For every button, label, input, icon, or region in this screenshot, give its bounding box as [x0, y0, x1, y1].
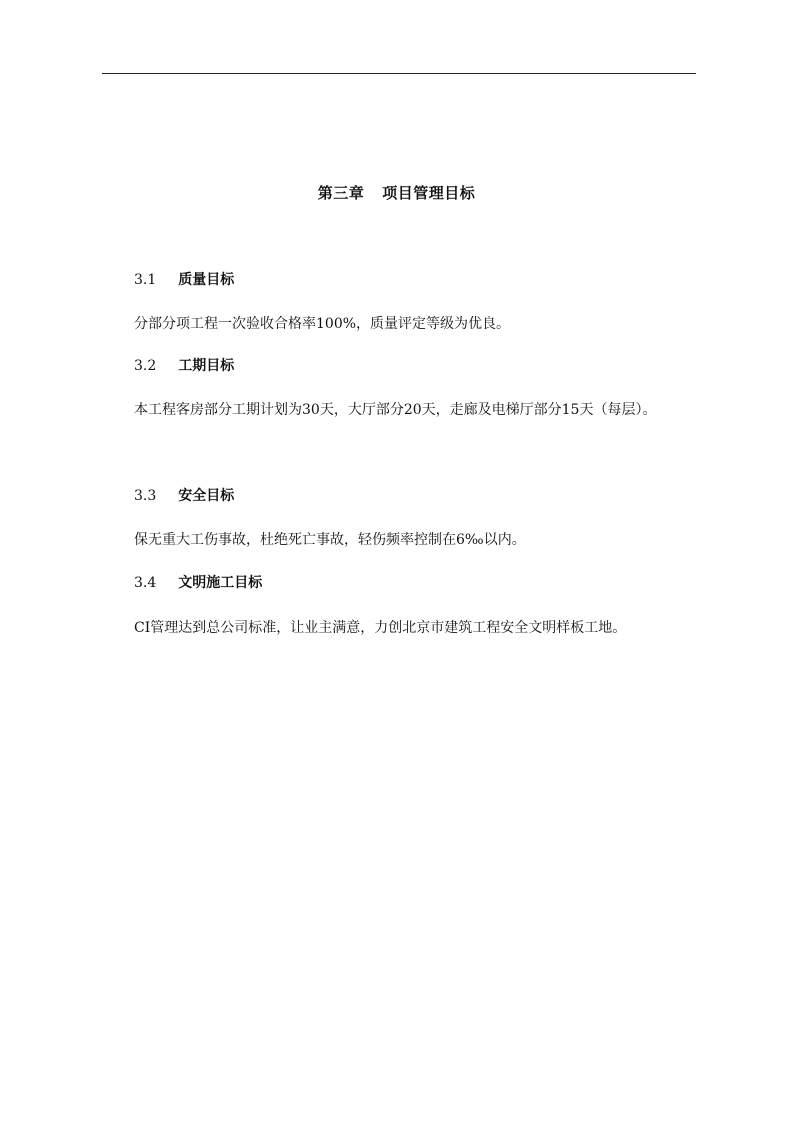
section-body-3-3: 保无重大工伤事故，杜绝死亡事故，轻伤频率控制在6‰以内。 [134, 532, 526, 548]
section-body-3-4: CI管理达到总公司标准，让业主满意，力创北京市建筑工程安全文明样板工地。 [134, 620, 627, 636]
section-number: 3.3 [134, 488, 157, 504]
section-heading-text: 安全目标 [178, 488, 235, 504]
section-body-3-1: 分部分项工程一次验收合格率100%，质量评定等级为优良。 [134, 316, 511, 332]
chapter-number: 第三章 [317, 184, 365, 202]
section-body-3-2: 本工程客房部分工期计划为30天，大厅部分20天，走廊及电梯厅部分15天（每层）。 [134, 402, 657, 418]
chapter-title-text: 项目管理目标 [382, 184, 476, 202]
section-heading-text: 质量目标 [178, 272, 235, 288]
section-number: 3.1 [134, 272, 157, 288]
section-number: 3.2 [134, 358, 157, 374]
section-heading-text: 文明施工目标 [178, 575, 263, 591]
chapter-title [0, 183, 793, 203]
section-number: 3.4 [134, 575, 157, 591]
section-heading-3-1 [134, 270, 234, 290]
section-heading-3-2 [134, 356, 234, 376]
section-heading-3-4 [134, 573, 262, 593]
section-heading-text: 工期目标 [178, 358, 235, 374]
header-rule [102, 73, 696, 74]
section-heading-3-3 [134, 486, 234, 506]
